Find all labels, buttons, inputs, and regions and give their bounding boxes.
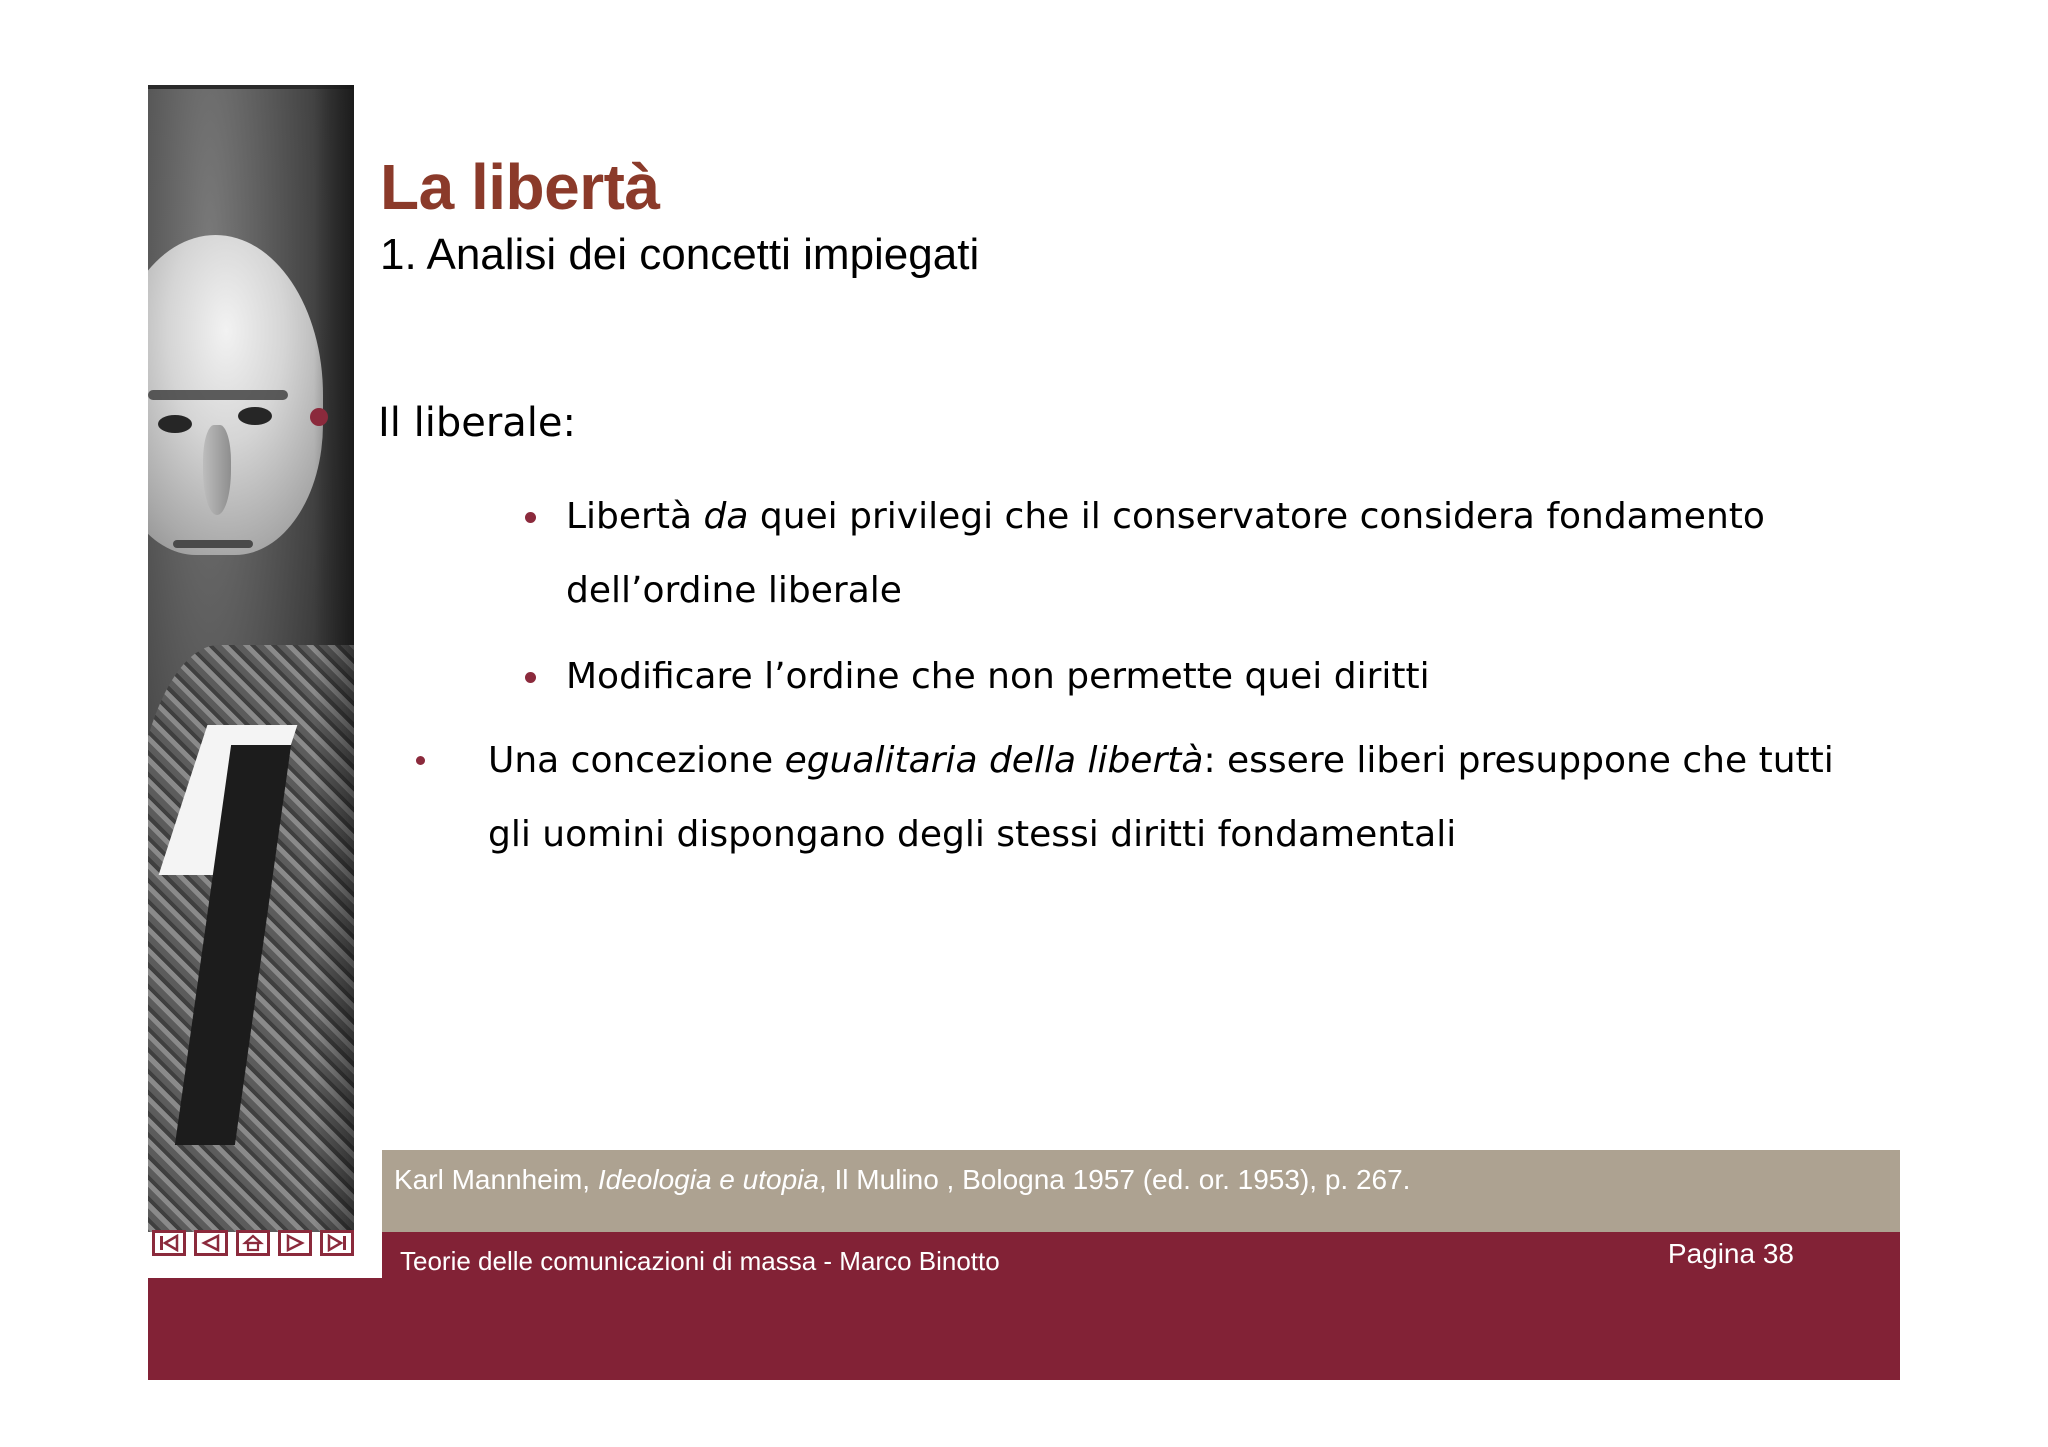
point-part: : essere liberi presuppone che tutti	[1203, 740, 1834, 781]
point-part: Una concezione	[488, 740, 785, 781]
sub-bullet-1-part: quei privilegi che il conservatore considera fondamento	[748, 496, 1765, 537]
page-number: Pagina 38	[1667, 1238, 1794, 1269]
footer-course-text: Teorie delle comunicazioni di massa - Marco Binotto	[400, 1246, 1000, 1276]
point-text	[488, 724, 1834, 798]
slide-subtitle: 1. Analisi dei concetti impiegati	[380, 230, 980, 279]
sub-bullet-dot	[525, 672, 536, 683]
point-bullet-dot	[416, 756, 425, 765]
citation-text	[394, 1164, 1410, 1196]
first-slide-icon[interactable]	[152, 1230, 186, 1256]
sub-bullet-text-2: Modificare l’ordine che non permette quei diritti	[566, 656, 1430, 697]
sub-bullet-dot	[525, 512, 536, 523]
citation-work: Ideologia e utopia	[597, 1164, 819, 1195]
sub-bullet-text-1	[566, 480, 1765, 554]
citation-band	[382, 1150, 1900, 1232]
sub-bullet-1-emphasis: da	[703, 496, 749, 537]
next-slide-icon[interactable]	[278, 1230, 312, 1256]
sub-bullet-1-part: Libertà	[566, 496, 704, 537]
sub-bullet-text-1-line2: dell’ordine liberale	[566, 570, 902, 611]
slide-navigation	[152, 1230, 354, 1260]
home-icon[interactable]	[236, 1230, 270, 1256]
point-emphasis: egualitaria della libertà	[784, 740, 1204, 781]
citation-rest: , Il Mulino , Bologna 1957 (ed. or. 1953), p. 267.	[818, 1164, 1411, 1195]
previous-slide-icon[interactable]	[194, 1230, 228, 1256]
main-bullet-text: Il liberale:	[378, 400, 577, 446]
citation-author: Karl Mannheim,	[394, 1164, 598, 1195]
last-slide-icon[interactable]	[320, 1230, 354, 1256]
portrait-image	[148, 85, 354, 1280]
point-text-line2: gli uomini dispongano degli stessi diritti fondamentali	[488, 814, 1457, 855]
footer-band	[148, 1232, 1900, 1380]
slide-title: La libertà	[380, 151, 660, 223]
main-bullet-dot	[310, 408, 328, 426]
